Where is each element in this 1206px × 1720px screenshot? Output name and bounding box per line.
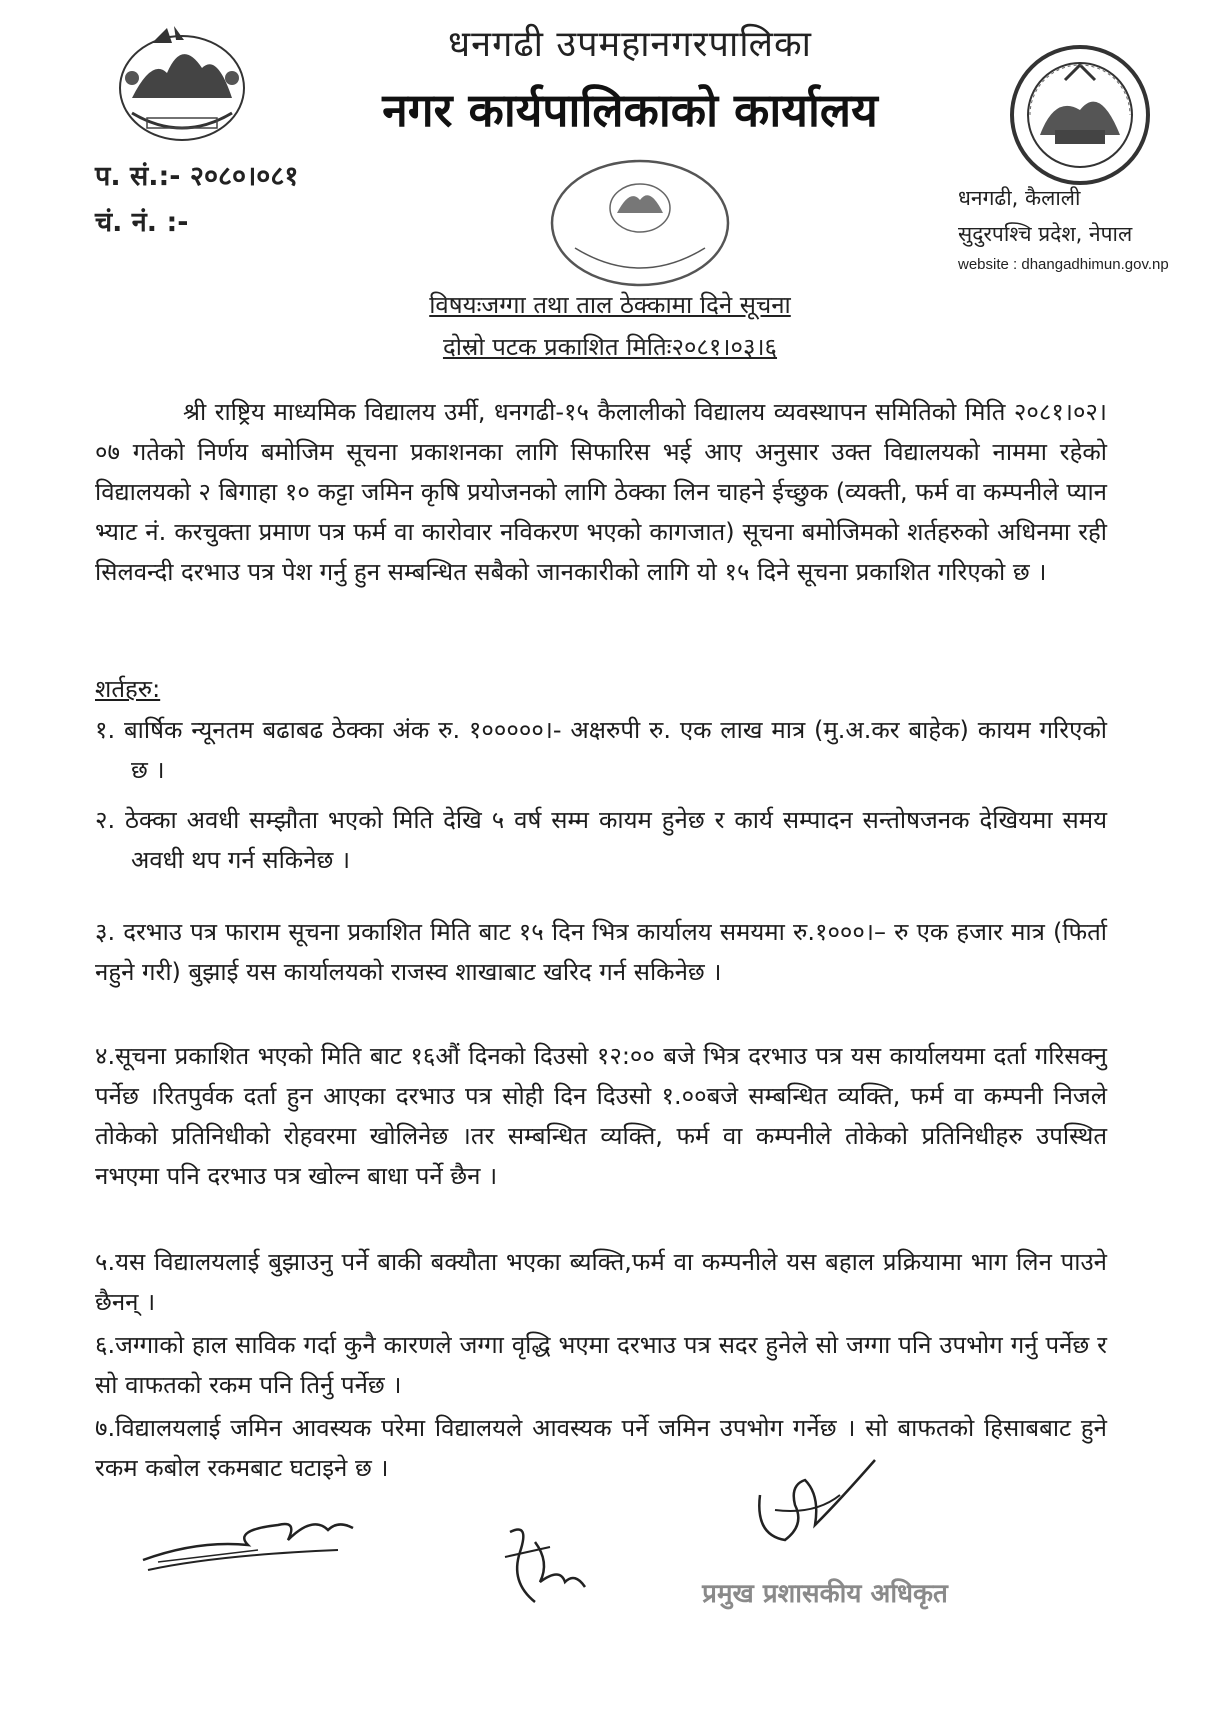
national-emblem-icon xyxy=(112,18,252,148)
website-text: website : dhangadhimun.gov.np xyxy=(958,256,1169,273)
address-city: धनगढी, कैलाली xyxy=(958,186,1081,210)
condition-item: ६.जग्गाको हाल साविक गर्दा कुनै कारणले जग्गा वृद्धि भएमा दरभाउ पत्र सदर हुनेले सो जग्गा पनि उपभोग गर्नु पर्नेछ र सो वाफतको रकम पनि तिर्नु पर्नेछ । xyxy=(95,1331,1107,1399)
notice-body xyxy=(95,392,1107,592)
reference-number: प. सं.:- २०८०।०८१ xyxy=(95,161,299,192)
municipality-name: धनगढी उपमहानगरपालिका xyxy=(447,24,812,65)
notice-body-text: श्री राष्ट्रिय माध्यमिक विद्यालय उर्मी, धनगढी-१५ कैलालीको विद्यालय व्यवस्थापन समितिको मिति २०८१।०२।०७ गतेको निर्णय बमोजिम सूचना प्रकाशनका लागि सिफारिस भई आए अनुसार उक्त विद्यालयको नाममा रहेको विद्यालयको २ बिगाहा १० कट्टा जमिन कृषि प्रयोजनको लागि ठेक्का लिन चाहने ईच्छुक (व्यक्ती, फर्म वा कम्पनीले प्यान भ्याट नं. करचुक्ता प्रमाण पत्र फर्म वा कारोवार नविकरण भएको कागजात) सूचना बमोजिमको शर्तहरुको अधिनमा रही सिलवन्दी दरभाउ पत्र पेश गर्नु हुन सम्बन्धित सबैको जानकारीको लागि यो १५ दिने सूचना प्रकाशित गरिएको छ । xyxy=(95,398,1107,586)
signature-middle xyxy=(490,1512,600,1612)
publication-date-line: दोस्रो पटक प्रकाशित मितिः२०८१।०३।६ xyxy=(442,333,778,361)
condition-item: ४.सूचना प्रकाशित भएको मिति बाट १६औं दिनको दिउसो १२:०० बजे भित्र दरभाउ पत्र यस कार्यालयमा दर्ता गरिसक्नु पर्नेछ ।रितपुर्वक दर्ता हुन आएका दरभाउ पत्र सोही दिन दिउसो १.००बजे सम्बन्धित व्यक्ति, फर्म वा कम्पनी निजले तोकेको प्रतिनिधीको रोहवरमा खोलिनेछ ।तर सम्बन्धित व्यक्ति, फर्म वा कम्पनीले तोकेको प्रतिनिधीहरु उपस्थित नभएमा पनि दरभाउ पत्र खोल्न बाधा पर्ने छैन । xyxy=(95,1042,1107,1190)
address-province: सुदुरपश्चि प्रदेश, नेपाल xyxy=(958,222,1133,246)
condition-item: २. ठेक्का अवधी सम्झौता भएको मिति देखि ५ वर्ष सम्म कायम हुनेछ र कार्य सम्पादन सन्तोषजनक देखियमा समय अवधी थप गर्न सकिनेछ । xyxy=(95,806,1107,874)
condition-item: ७.विद्यालयलाई जमिन आवस्यक परेमा विद्यालयले आवस्यक पर्ने जमिन उपभोग गर्नेछ । सो बाफतको हिसाबबाट हुने रकम कबोल रकमबाट घटाइने छ । xyxy=(95,1414,1107,1482)
designation-label: प्रमुख प्रशासकीय अधिकृत xyxy=(702,1579,948,1609)
office-stamp xyxy=(545,148,735,298)
signature-left xyxy=(138,1500,368,1580)
conditions-title: शर्तहरु: xyxy=(95,675,161,703)
office-name: नगर कार्यपालिकाको कार्यालय xyxy=(382,83,878,137)
condition-item: ५.यस विद्यालयलाई बुझाउनु पर्ने बाकी बक्यौता भएका ब्यक्ति,फर्म वा कम्पनीले यस बहाल प्रक्रियामा भाग लिन पाउने छैनन् । xyxy=(95,1248,1107,1316)
municipality-seal-icon xyxy=(1005,40,1155,190)
condition-item: १. बार्षिक न्यूनतम बढाबढ ठेक्का अंक रु. १०००००।- अक्षरुपी रु. एक लाख मात्र (मु.अ.कर बाहेक) कायम गरिएको छ । xyxy=(95,716,1107,784)
condition-item: ३. दरभाउ पत्र फाराम सूचना प्रकाशित मिति बाट १५ दिन भित्र कार्यालय समयमा रु.१०००।– रु एक हजार मात्र (फिर्ता नहुने गरी) बुझाई यस कार्यालयको राजस्व शाखाबाट खरिद गर्न सकिनेछ । xyxy=(95,918,1107,986)
signature-chief-officer xyxy=(745,1455,885,1565)
dispatch-number: चं. नं. :- xyxy=(95,207,189,238)
subject-line: विषयःजग्गा तथा ताल ठेक्कामा दिने सूचना xyxy=(429,291,791,319)
